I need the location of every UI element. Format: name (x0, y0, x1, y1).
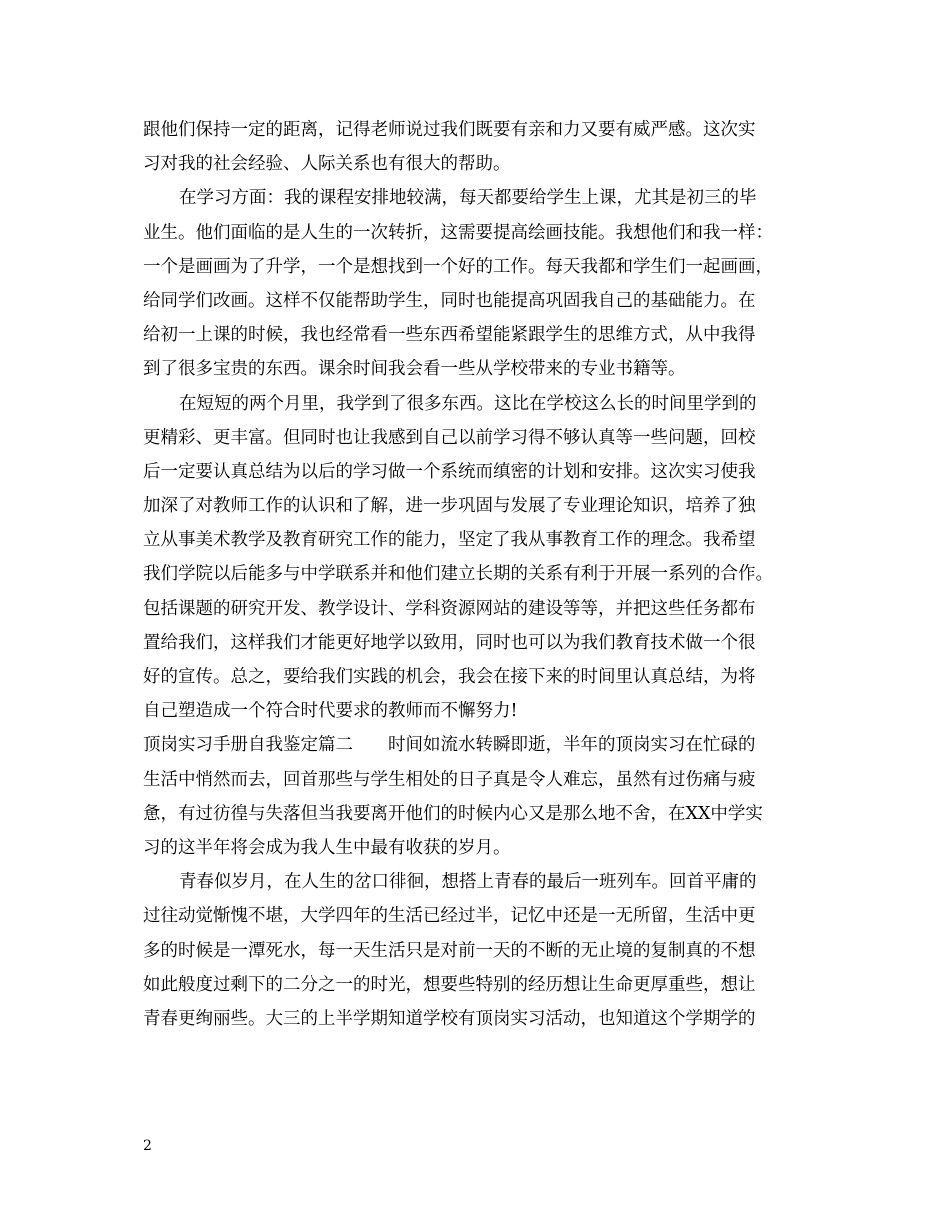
text-line: 立从事美术教学及教育研究工作的能力，坚定了我从事教育工作的理念。我希望 (143, 530, 756, 551)
text-line: 如此般度过剩下的二分之一的时光，想要些特别的经历想让生命更厚重些，想让 (143, 974, 756, 995)
text-line: 包括课题的研究开发、教学设计、学科资源网站的建设等等，并把这些任务都布 (143, 598, 756, 619)
text-line: 青春似岁月，在人生的岔口徘徊，想搭上青春的最后一班列车。回首平庸的 (179, 872, 757, 893)
text-line: 青春更绚丽些。大三的上半学期知道学校有顶岗实习活动，也知道这个学期学的 (143, 1008, 756, 1029)
text-line: 习的这半年将会成为我人生中最有收获的岁月。 (143, 837, 511, 858)
text-line: 后一定要认真总结为以后的学习做一个系统而缜密的计划和安排。这次实习使我 (143, 461, 756, 482)
text-line: 好的宣传。总之，要给我们实践的机会，我会在接下来的时间里认真总结，为将 (143, 667, 756, 687)
text-line: 生活中悄然而去，回首那些与学生相处的日子真是令人难忘，虽然有过伤痛与疲 (143, 769, 756, 790)
text-line: 在学习方面：我的课程安排地较满，每天都要给学生上课，尤其是初三的毕 (179, 188, 757, 209)
text-line: 更精彩、更丰富。但同时也让我感到自己以前学习得不够认真等一些问题，回校 (143, 427, 756, 448)
text-line: 习对我的社会经验、人际关系也有很大的帮助。 (143, 154, 511, 175)
text-line: 业生。他们面临的是人生的一次转折，这需要提高绘画技能。我想他们和我一样： (143, 222, 773, 243)
text-line: 一个是画画为了升学，一个是想找到一个好的工作。每天我都和学生们一起画画， (143, 256, 773, 277)
body-text (143, 113, 843, 1036)
text-line: 置给我们，这样我们才能更好地学以致用，同时也可以为我们教育技术做一个很 (143, 632, 756, 653)
text-line: 跟他们保持一定的距离，记得老师说过我们既要有亲和力又要有威严感。这次实 (143, 120, 756, 140)
text-line: 自己塑造成一个符合时代要求的教师而不懈努力! (143, 701, 518, 722)
page-number: 2 (143, 1138, 152, 1154)
text-line: 在短短的两个月里，我学到了很多东西。这比在学校这么长的时间里学到的 (179, 393, 757, 414)
text-line: 给初一上课的时候，我也经常看一些东西希望能紧跟学生的思维方式，从中我得 (143, 325, 756, 346)
text-line: 顶岗实习手册自我鉴定篇二 时间如流水转瞬即逝，半年的顶岗实习在忙碌的 (143, 735, 756, 756)
text-line: 惫，有过彷徨与失落但当我要离开他们的时候内心又是那么地不舍，在XX中学实 (143, 803, 763, 824)
text-line: 过往动觉惭愧不堪，大学四年的生活已经过半，记忆中还是一无所留，生活中更 (143, 906, 756, 927)
text-line: 我们学院以后能多与中学联系并和他们建立长期的关系有利于开展一系列的合作。 (143, 564, 773, 585)
text-line: 到了很多宝贵的东西。课余时间我会看一些从学校带来的专业书籍等。 (143, 359, 686, 380)
text-line: 给同学们改画。这样不仅能帮助学生，同时也能提高巩固我自己的基础能力。在 (143, 290, 756, 311)
text-line: 多的时候是一潭死水，每一天生活只是对前一天的不断的无止境的复制真的不想 (143, 940, 756, 961)
text-line: 加深了对教师工作的认识和了解，进一步巩固与发展了专业理论知识，培养了独 (143, 496, 756, 517)
